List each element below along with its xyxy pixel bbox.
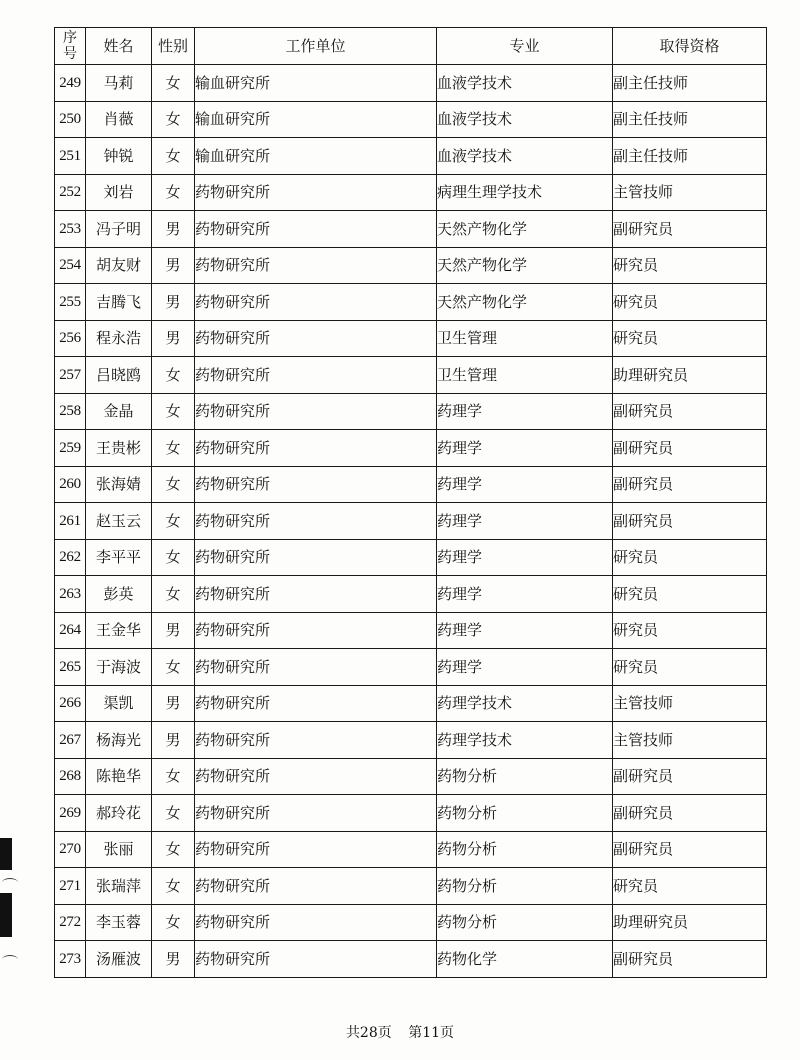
cell-major: 药物分析	[437, 795, 613, 832]
cell-number: 255	[55, 284, 86, 321]
cell-unit: 药物研究所	[195, 649, 437, 686]
cell-major: 天然产物化学	[437, 284, 613, 321]
cell-unit: 药物研究所	[195, 320, 437, 357]
cell-gender: 女	[152, 831, 195, 868]
cell-name: 吉腾飞	[86, 284, 152, 321]
cell-gender: 女	[152, 101, 195, 138]
cell-unit: 药物研究所	[195, 576, 437, 613]
cell-unit: 药物研究所	[195, 868, 437, 905]
scan-edge-mark	[0, 838, 12, 870]
cell-gender: 男	[152, 685, 195, 722]
cell-name: 金晶	[86, 393, 152, 430]
cell-unit: 药物研究所	[195, 174, 437, 211]
cell-unit: 药物研究所	[195, 904, 437, 941]
header-qualification: 取得资格	[613, 28, 767, 65]
cell-number: 265	[55, 649, 86, 686]
cell-major: 天然产物化学	[437, 211, 613, 248]
cell-qualification: 主管技师	[613, 722, 767, 759]
cell-major: 药理学	[437, 576, 613, 613]
table-row	[55, 211, 767, 248]
cell-name: 吕晓鸥	[86, 357, 152, 394]
cell-major: 药理学	[437, 393, 613, 430]
table-row	[55, 357, 767, 394]
cell-gender: 女	[152, 576, 195, 613]
cell-number: 252	[55, 174, 86, 211]
cell-number: 266	[55, 685, 86, 722]
cell-name: 彭英	[86, 576, 152, 613]
cell-major: 药理学	[437, 612, 613, 649]
cell-major: 天然产物化学	[437, 247, 613, 284]
cell-qualification: 副研究员	[613, 941, 767, 978]
header-number-top: 序	[63, 30, 77, 46]
cell-major: 病理生理学技术	[437, 174, 613, 211]
cell-number: 268	[55, 758, 86, 795]
cell-qualification: 副主任技师	[613, 138, 767, 175]
cell-major: 药理学	[437, 430, 613, 467]
cell-qualification: 副研究员	[613, 503, 767, 540]
header-row	[55, 28, 767, 65]
cell-gender: 女	[152, 904, 195, 941]
table-row	[55, 649, 767, 686]
header-unit: 工作单位	[195, 28, 437, 65]
table-row	[55, 795, 767, 832]
cell-name: 于海波	[86, 649, 152, 686]
cell-unit: 药物研究所	[195, 685, 437, 722]
footer-current-page: 第11页	[408, 1025, 455, 1041]
cell-unit: 药物研究所	[195, 430, 437, 467]
cell-number: 262	[55, 539, 86, 576]
header-gender: 性别	[152, 28, 195, 65]
cell-unit: 药物研究所	[195, 211, 437, 248]
cell-unit: 药物研究所	[195, 831, 437, 868]
cell-major: 药理学	[437, 539, 613, 576]
cell-qualification: 副研究员	[613, 466, 767, 503]
scan-edge-mark	[0, 893, 12, 937]
page-footer	[0, 1022, 800, 1042]
cell-qualification: 副主任技师	[613, 101, 767, 138]
cell-gender: 男	[152, 211, 195, 248]
cell-name: 杨海光	[86, 722, 152, 759]
cell-major: 血液学技术	[437, 65, 613, 102]
table-row	[55, 138, 767, 175]
cell-number: 273	[55, 941, 86, 978]
table-row	[55, 466, 767, 503]
cell-number: 251	[55, 138, 86, 175]
cell-gender: 女	[152, 795, 195, 832]
cell-name: 汤雁波	[86, 941, 152, 978]
cell-unit: 药物研究所	[195, 393, 437, 430]
cell-name: 刘岩	[86, 174, 152, 211]
table-row	[55, 503, 767, 540]
cell-number: 264	[55, 612, 86, 649]
header-number-bottom: 号	[63, 46, 77, 62]
cell-number: 267	[55, 722, 86, 759]
cell-name: 陈艳华	[86, 758, 152, 795]
cell-qualification: 研究员	[613, 868, 767, 905]
cell-qualification: 副研究员	[613, 758, 767, 795]
cell-number: 269	[55, 795, 86, 832]
cell-name: 王金华	[86, 612, 152, 649]
cell-gender: 女	[152, 138, 195, 175]
cell-name: 李平平	[86, 539, 152, 576]
table-header	[55, 28, 767, 65]
cell-unit: 药物研究所	[195, 722, 437, 759]
table-row	[55, 576, 767, 613]
cell-name: 渠凯	[86, 685, 152, 722]
table-row	[55, 430, 767, 467]
cell-unit: 输血研究所	[195, 65, 437, 102]
cell-unit: 药物研究所	[195, 758, 437, 795]
cell-number: 258	[55, 393, 86, 430]
table-row	[55, 320, 767, 357]
cell-qualification: 副研究员	[613, 211, 767, 248]
cell-name: 胡友财	[86, 247, 152, 284]
cell-major: 药物分析	[437, 904, 613, 941]
cell-number: 253	[55, 211, 86, 248]
table-row	[55, 539, 767, 576]
cell-gender: 女	[152, 649, 195, 686]
cell-gender: 男	[152, 722, 195, 759]
cell-unit: 药物研究所	[195, 941, 437, 978]
cell-name: 马莉	[86, 65, 152, 102]
cell-name: 王贵彬	[86, 430, 152, 467]
cell-major: 药理学	[437, 466, 613, 503]
table-row	[55, 831, 767, 868]
cell-unit: 药物研究所	[195, 284, 437, 321]
header-number	[55, 28, 86, 65]
cell-name: 郝玲花	[86, 795, 152, 832]
cell-gender: 女	[152, 503, 195, 540]
cell-number: 260	[55, 466, 86, 503]
table-row	[55, 612, 767, 649]
table-row	[55, 65, 767, 102]
cell-major: 血液学技术	[437, 138, 613, 175]
cell-major: 卫生管理	[437, 320, 613, 357]
cell-qualification: 副研究员	[613, 831, 767, 868]
table-row	[55, 685, 767, 722]
cell-qualification: 副研究员	[613, 393, 767, 430]
cell-name: 钟锐	[86, 138, 152, 175]
table-body	[55, 65, 767, 978]
table-row	[55, 174, 767, 211]
cell-gender: 女	[152, 868, 195, 905]
cell-gender: 男	[152, 284, 195, 321]
cell-qualification: 副主任技师	[613, 65, 767, 102]
header-name: 姓名	[86, 28, 152, 65]
cell-gender: 女	[152, 466, 195, 503]
cell-qualification: 研究员	[613, 612, 767, 649]
cell-qualification: 研究员	[613, 247, 767, 284]
scan-edge-curl	[2, 955, 18, 964]
table-row	[55, 722, 767, 759]
cell-major: 卫生管理	[437, 357, 613, 394]
qualification-table	[54, 27, 767, 978]
cell-number: 250	[55, 101, 86, 138]
cell-gender: 男	[152, 247, 195, 284]
cell-major: 药理学	[437, 649, 613, 686]
cell-unit: 输血研究所	[195, 138, 437, 175]
cell-qualification: 副研究员	[613, 795, 767, 832]
cell-number: 271	[55, 868, 86, 905]
cell-unit: 药物研究所	[195, 612, 437, 649]
cell-number: 254	[55, 247, 86, 284]
cell-qualification: 研究员	[613, 284, 767, 321]
cell-qualification: 研究员	[613, 576, 767, 613]
table-row	[55, 101, 767, 138]
cell-qualification: 研究员	[613, 320, 767, 357]
cell-gender: 女	[152, 539, 195, 576]
cell-gender: 女	[152, 65, 195, 102]
cell-gender: 女	[152, 357, 195, 394]
cell-number: 261	[55, 503, 86, 540]
cell-gender: 男	[152, 612, 195, 649]
cell-name: 张丽	[86, 831, 152, 868]
cell-qualification: 助理研究员	[613, 357, 767, 394]
cell-qualification: 研究员	[613, 649, 767, 686]
cell-major: 药物分析	[437, 831, 613, 868]
cell-unit: 输血研究所	[195, 101, 437, 138]
cell-qualification: 研究员	[613, 539, 767, 576]
cell-number: 270	[55, 831, 86, 868]
cell-name: 肖薇	[86, 101, 152, 138]
cell-qualification: 助理研究员	[613, 904, 767, 941]
cell-unit: 药物研究所	[195, 466, 437, 503]
table-row	[55, 758, 767, 795]
cell-unit: 药物研究所	[195, 357, 437, 394]
table-row	[55, 868, 767, 905]
cell-major: 药理学	[437, 503, 613, 540]
table-row	[55, 941, 767, 978]
cell-name: 冯子明	[86, 211, 152, 248]
cell-major: 药物化学	[437, 941, 613, 978]
cell-name: 张海婧	[86, 466, 152, 503]
cell-gender: 女	[152, 758, 195, 795]
cell-major: 药理学技术	[437, 685, 613, 722]
cell-qualification: 主管技师	[613, 685, 767, 722]
cell-number: 259	[55, 430, 86, 467]
cell-major: 药物分析	[437, 758, 613, 795]
header-major: 专业	[437, 28, 613, 65]
cell-number: 256	[55, 320, 86, 357]
cell-unit: 药物研究所	[195, 503, 437, 540]
cell-number: 249	[55, 65, 86, 102]
cell-name: 程永浩	[86, 320, 152, 357]
cell-major: 血液学技术	[437, 101, 613, 138]
cell-unit: 药物研究所	[195, 539, 437, 576]
cell-major: 药物分析	[437, 868, 613, 905]
cell-number: 272	[55, 904, 86, 941]
table-row	[55, 247, 767, 284]
cell-qualification: 副研究员	[613, 430, 767, 467]
footer-total-pages: 共28页	[345, 1025, 392, 1041]
table-row	[55, 284, 767, 321]
cell-name: 李玉蓉	[86, 904, 152, 941]
cell-number: 263	[55, 576, 86, 613]
cell-gender: 男	[152, 941, 195, 978]
scan-edge-curl	[2, 878, 18, 887]
cell-qualification: 主管技师	[613, 174, 767, 211]
cell-gender: 女	[152, 174, 195, 211]
cell-name: 张瑞萍	[86, 868, 152, 905]
cell-major: 药理学技术	[437, 722, 613, 759]
cell-gender: 男	[152, 320, 195, 357]
cell-gender: 女	[152, 430, 195, 467]
table-row	[55, 904, 767, 941]
cell-unit: 药物研究所	[195, 795, 437, 832]
table-row	[55, 393, 767, 430]
cell-name: 赵玉云	[86, 503, 152, 540]
cell-number: 257	[55, 357, 86, 394]
cell-gender: 女	[152, 393, 195, 430]
cell-unit: 药物研究所	[195, 247, 437, 284]
